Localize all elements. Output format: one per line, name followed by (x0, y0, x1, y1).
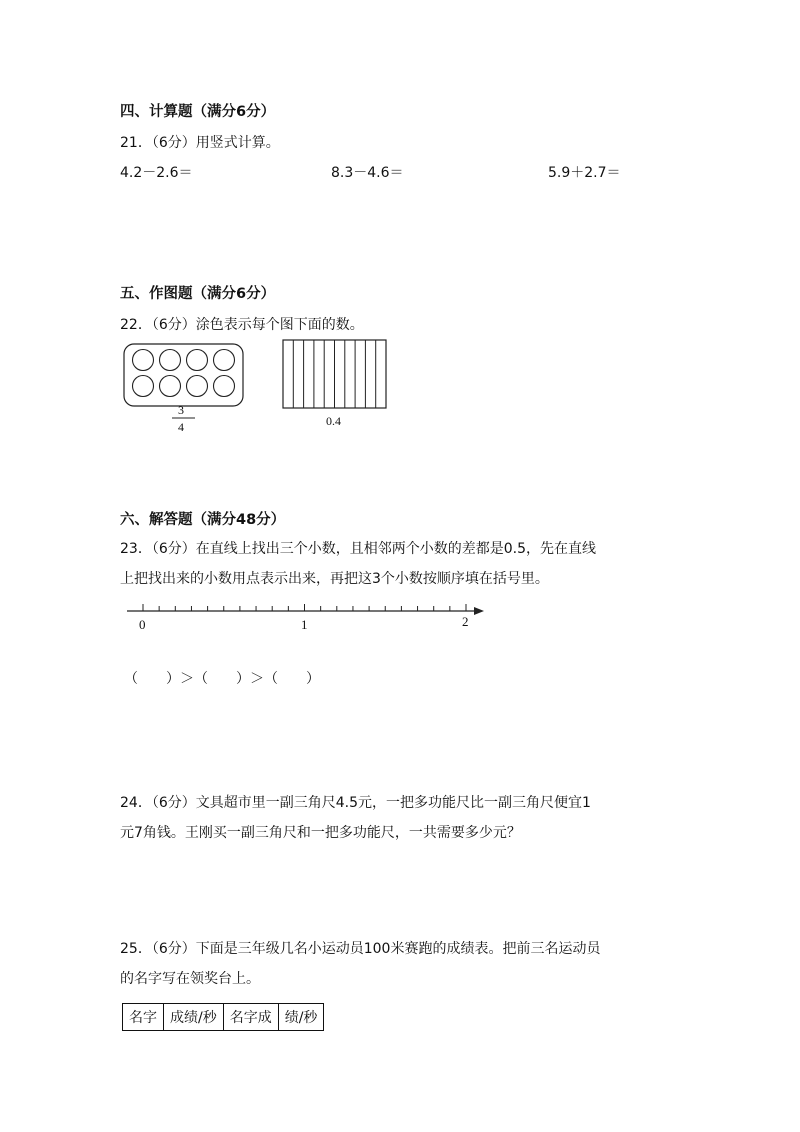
table-header: 成绩/秒 (164, 1004, 224, 1031)
circle-cell (187, 376, 208, 397)
fraction-denominator: 4 (178, 420, 184, 434)
answer-brackets: （ ）＞（ ）＞（ ） (124, 671, 320, 687)
axis-label-2: 2 (462, 614, 469, 629)
circle-cell (133, 376, 154, 397)
axis-label-0: 0 (139, 617, 146, 632)
question-25-line1: 25．（6分）下面是三年级几名小运动员100米赛跑的成绩表。把前三名运动员 (120, 941, 601, 957)
expr-3: 5.9＋2.7＝ (548, 165, 621, 181)
section-6-title: 六、解答题（满分48分） (120, 512, 286, 528)
circle-cell (160, 376, 181, 397)
strips-figure (283, 340, 386, 408)
axis-label-1: 1 (301, 617, 308, 632)
circle-cell (187, 350, 208, 371)
question-23-line1: 23．（6分）在直线上找出三个小数，且相邻两个小数的差都是0.5，先在直线 (120, 541, 596, 557)
circle-cell (160, 350, 181, 371)
question-22: 22．（6分）涂色表示每个图下面的数。 (120, 317, 364, 333)
section-5-title: 五、作图题（满分6分） (120, 286, 276, 302)
decimal-label: 0.4 (326, 414, 341, 428)
circles-box-figure (124, 344, 243, 406)
table-header: 名字 (123, 1004, 164, 1031)
circle-cell (214, 350, 235, 371)
section-4-title: 四、计算题（满分6分） (120, 104, 276, 120)
expr-2: 8.3－4.6＝ (331, 165, 404, 181)
circle-cell (214, 376, 235, 397)
table-header: 绩/秒 (278, 1004, 324, 1031)
expr-1: 4.2－2.6＝ (120, 165, 193, 181)
number-line (127, 604, 484, 615)
table-header-row (123, 1004, 324, 1031)
question-24-line1: 24．（6分）文具超市里一副三角尺4.5元，一把多功能尺比一副三角尺便宜1 (120, 795, 591, 811)
question-21: 21．（6分）用竖式计算。 (120, 135, 280, 151)
fraction-numerator: 3 (178, 403, 184, 417)
results-table (122, 1003, 324, 1031)
table-header: 名字成 (223, 1004, 278, 1031)
question-24-line2: 元7角钱。王刚买一副三角尺和一把多功能尺，一共需要多少元？ (120, 825, 521, 841)
question-25-line2: 的名字写在领奖台上。 (120, 971, 260, 987)
question-23-line2: 上把找出来的小数用点表示出来，再把这3个小数按顺序填在括号里。 (120, 571, 549, 587)
circle-cell (133, 350, 154, 371)
